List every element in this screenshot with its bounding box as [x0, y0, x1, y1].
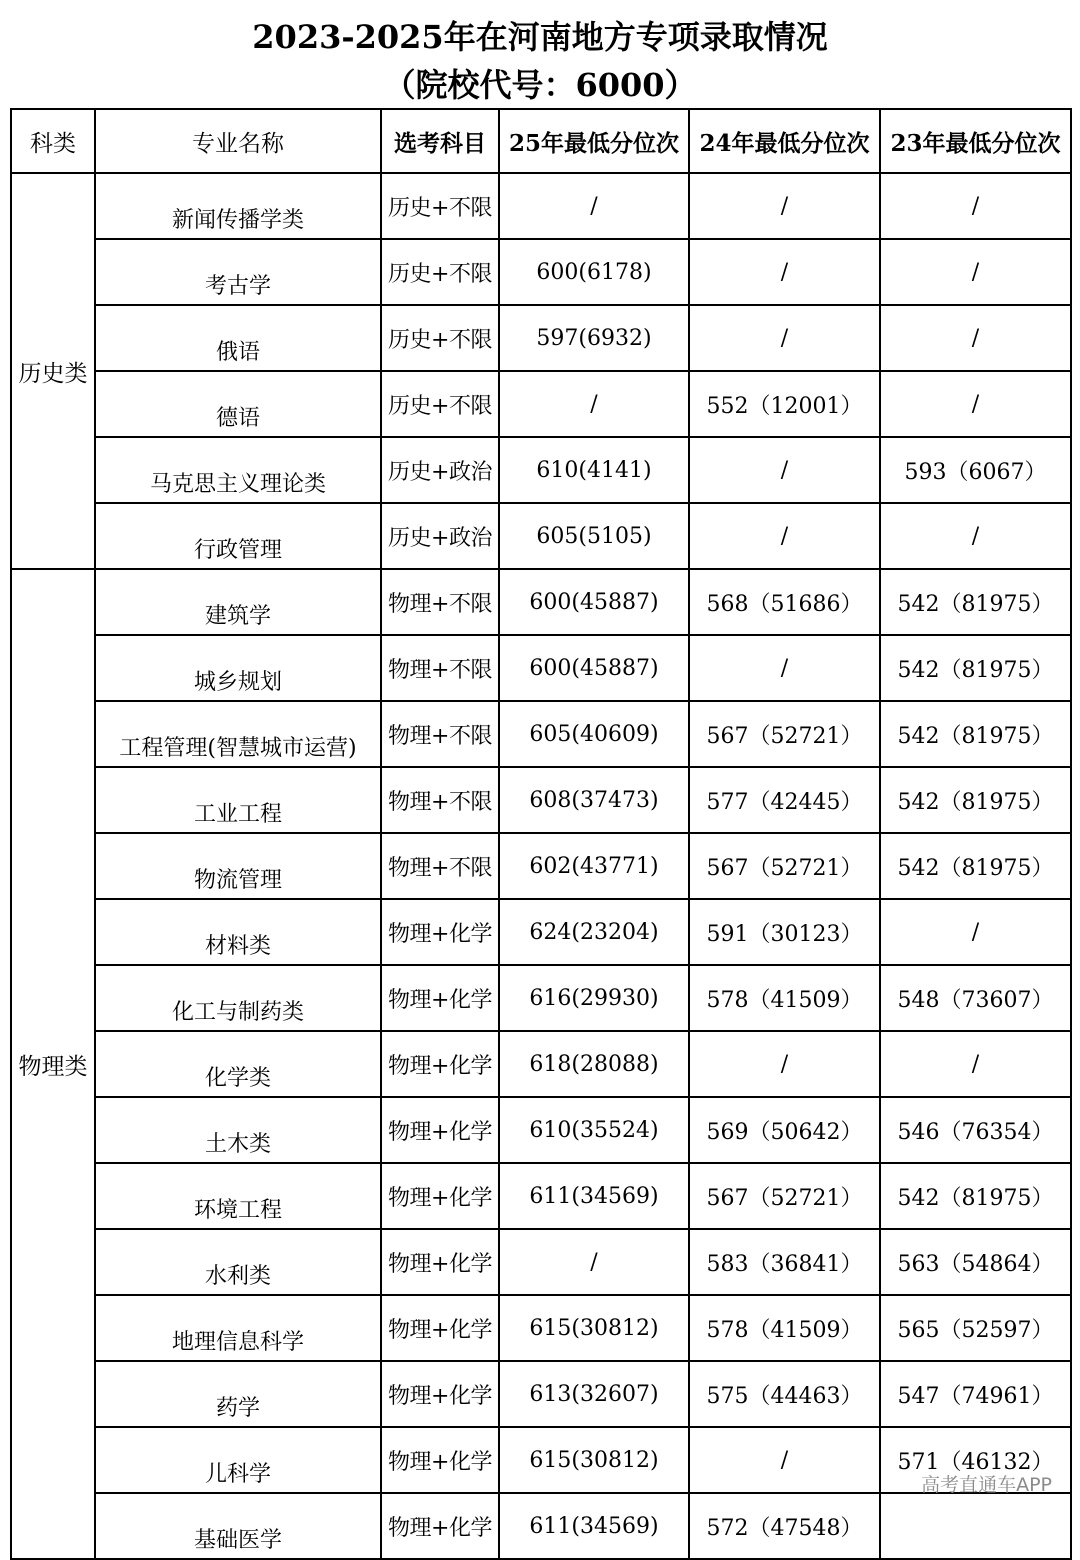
- major-cell: [95, 635, 381, 701]
- table-row: [11, 1163, 1071, 1229]
- header-major: 专业名称: [95, 109, 381, 173]
- major-name: 化工与制药类: [171, 1000, 304, 1025]
- subject-cell: 物理+化学: [381, 1427, 499, 1493]
- major-cell: [95, 437, 381, 503]
- category-cell: 物理类: [11, 569, 95, 1559]
- major-name: 儿科学: [204, 1462, 271, 1487]
- major-cell: [95, 833, 381, 899]
- major-cell: [95, 503, 381, 569]
- major-cell: [95, 569, 381, 635]
- score-2024-cell: 552（12001）: [689, 371, 880, 437]
- subject-cell: 物理+化学: [381, 1493, 499, 1559]
- table-row: [11, 305, 1071, 371]
- score-2024-cell: /: [689, 1031, 880, 1097]
- major-name: 材料类: [204, 934, 271, 959]
- page-title: [0, 0, 1080, 108]
- score-2024-cell: 578（41509）: [689, 1295, 880, 1361]
- score-2023-cell: 593（6067）: [880, 437, 1071, 503]
- score-2024-cell: 583（36841）: [689, 1229, 880, 1295]
- major-cell: [95, 1097, 381, 1163]
- score-2025-cell: 600(6178): [499, 239, 689, 305]
- subject-cell: 历史+不限: [381, 305, 499, 371]
- score-2023-cell: /: [880, 305, 1071, 371]
- score-2025-cell: 597(6932): [499, 305, 689, 371]
- score-2024-cell: /: [689, 173, 880, 239]
- score-2025-cell: 600(45887): [499, 635, 689, 701]
- header-row: [11, 109, 1071, 173]
- table-row: [11, 965, 1071, 1031]
- subject-cell: 物理+不限: [381, 701, 499, 767]
- header-subject: 选考科目: [381, 109, 499, 173]
- major-name: 环境工程: [193, 1198, 282, 1223]
- table-row: [11, 239, 1071, 305]
- subject-cell: 物理+化学: [381, 965, 499, 1031]
- major-name: 行政管理: [193, 538, 282, 563]
- admission-table: [10, 108, 1072, 1560]
- title-line-1: 2023-2025年在河南地方专项录取情况: [252, 18, 828, 56]
- score-2025-cell: /: [499, 371, 689, 437]
- table-row: [11, 437, 1071, 503]
- score-2025-cell: 600(45887): [499, 569, 689, 635]
- score-2025-cell: 605(40609): [499, 701, 689, 767]
- score-2023-cell: 542（81975）: [880, 635, 1071, 701]
- table-row: [11, 701, 1071, 767]
- major-name: 药学: [215, 1396, 260, 1421]
- table-row: [11, 899, 1071, 965]
- major-name: 新闻传播学类: [171, 208, 304, 233]
- score-2025-cell: 618(28088): [499, 1031, 689, 1097]
- subject-cell: 物理+不限: [381, 569, 499, 635]
- score-2024-cell: 567（52721）: [689, 833, 880, 899]
- score-2025-cell: 608(37473): [499, 767, 689, 833]
- title-line-2: （院校代号：6000）: [383, 66, 697, 104]
- major-cell: [95, 1295, 381, 1361]
- score-2024-cell: 568（51686）: [689, 569, 880, 635]
- table-row: [11, 1427, 1071, 1493]
- table-row: [11, 503, 1071, 569]
- score-2025-cell: 610(4141): [499, 437, 689, 503]
- major-cell: [95, 1163, 381, 1229]
- table-row: [11, 833, 1071, 899]
- subject-cell: 物理+化学: [381, 899, 499, 965]
- major-name: 基础医学: [193, 1528, 282, 1553]
- table-row: [11, 1031, 1071, 1097]
- score-2025-cell: 613(32607): [499, 1361, 689, 1427]
- score-2023-cell: 571（46132）: [880, 1427, 1071, 1493]
- table-row: [11, 1361, 1071, 1427]
- major-name: 化学类: [204, 1066, 271, 1091]
- table-row: [11, 1097, 1071, 1163]
- table-row: [11, 635, 1071, 701]
- table-row: [11, 371, 1071, 437]
- table-row: [11, 767, 1071, 833]
- score-2025-cell: 624(23204): [499, 899, 689, 965]
- score-2023-cell: /: [880, 239, 1071, 305]
- major-cell: [95, 965, 381, 1031]
- major-name: 工业工程: [193, 802, 282, 827]
- major-name: 马克思主义理论类: [149, 472, 326, 497]
- score-2023-cell: 546（76354）: [880, 1097, 1071, 1163]
- score-2024-cell: 567（52721）: [689, 701, 880, 767]
- major-cell: [95, 305, 381, 371]
- score-2025-cell: 602(43771): [499, 833, 689, 899]
- score-2024-cell: 575（44463）: [689, 1361, 880, 1427]
- score-2025-cell: 611(34569): [499, 1493, 689, 1559]
- header-category: 科类: [11, 109, 95, 173]
- major-cell: [95, 1361, 381, 1427]
- score-2025-cell: 616(29930): [499, 965, 689, 1031]
- header-2023: 23年最低分位次: [880, 109, 1071, 173]
- subject-cell: 历史+政治: [381, 437, 499, 503]
- score-2023-cell: /: [880, 371, 1071, 437]
- score-2024-cell: 567（52721）: [689, 1163, 880, 1229]
- subject-cell: 物理+化学: [381, 1031, 499, 1097]
- score-2024-cell: 569（50642）: [689, 1097, 880, 1163]
- score-2023-cell: 542（81975）: [880, 1163, 1071, 1229]
- subject-cell: 物理+不限: [381, 635, 499, 701]
- major-name: 工程管理(智慧城市运营): [119, 736, 357, 761]
- header-2024: 24年最低分位次: [689, 109, 880, 173]
- score-2024-cell: 578（41509）: [689, 965, 880, 1031]
- score-2025-cell: 615(30812): [499, 1427, 689, 1493]
- score-2025-cell: 611(34569): [499, 1163, 689, 1229]
- major-cell: [95, 1229, 381, 1295]
- subject-cell: 物理+不限: [381, 767, 499, 833]
- table-body: [11, 173, 1071, 1559]
- major-name: 俄语: [215, 340, 260, 365]
- score-2024-cell: /: [689, 437, 880, 503]
- header-2025: 25年最低分位次: [499, 109, 689, 173]
- major-cell: [95, 701, 381, 767]
- table-row: [11, 1295, 1071, 1361]
- score-2024-cell: 577（42445）: [689, 767, 880, 833]
- score-2023-cell: 548（73607）: [880, 965, 1071, 1031]
- score-2023-cell: /: [880, 899, 1071, 965]
- score-2025-cell: 615(30812): [499, 1295, 689, 1361]
- table-row: [11, 173, 1071, 239]
- major-name: 土木类: [204, 1132, 271, 1157]
- subject-cell: 物理+化学: [381, 1097, 499, 1163]
- major-name: 城乡规划: [193, 670, 282, 695]
- subject-cell: 历史+不限: [381, 371, 499, 437]
- major-cell: [95, 767, 381, 833]
- table-row: [11, 569, 1071, 635]
- score-2023-cell: /: [880, 173, 1071, 239]
- score-2023-cell: 563（54864）: [880, 1229, 1071, 1295]
- score-2024-cell: /: [689, 503, 880, 569]
- subject-cell: 物理+化学: [381, 1163, 499, 1229]
- score-2023-cell: 547（74961）: [880, 1361, 1071, 1427]
- score-2024-cell: /: [689, 239, 880, 305]
- major-cell: [95, 173, 381, 239]
- major-cell: [95, 1427, 381, 1493]
- subject-cell: 物理+化学: [381, 1361, 499, 1427]
- score-2024-cell: /: [689, 1427, 880, 1493]
- major-cell: [95, 899, 381, 965]
- category-cell: 历史类: [11, 173, 95, 569]
- major-name: 水利类: [204, 1264, 271, 1289]
- score-2023-cell: 542（81975）: [880, 701, 1071, 767]
- score-2023-cell: 542（81975）: [880, 767, 1071, 833]
- score-2023-cell: 565（52597）: [880, 1295, 1071, 1361]
- major-name: 考古学: [204, 274, 271, 299]
- major-cell: [95, 1031, 381, 1097]
- major-name: 物流管理: [193, 868, 282, 893]
- score-2025-cell: 610(35524): [499, 1097, 689, 1163]
- score-2025-cell: /: [499, 1229, 689, 1295]
- score-2023-cell: 542（81975）: [880, 833, 1071, 899]
- major-cell: [95, 371, 381, 437]
- watermark: 高考直通车APP: [921, 1474, 1052, 1496]
- score-2025-cell: /: [499, 173, 689, 239]
- major-name: 地理信息科学: [171, 1330, 304, 1355]
- major-cell: [95, 1493, 381, 1559]
- subject-cell: 历史+不限: [381, 173, 499, 239]
- score-2025-cell: 605(5105): [499, 503, 689, 569]
- major-name: 建筑学: [204, 604, 271, 629]
- subject-cell: 物理+化学: [381, 1295, 499, 1361]
- major-name: 德语: [215, 406, 260, 431]
- score-2024-cell: /: [689, 305, 880, 371]
- subject-cell: 物理+化学: [381, 1229, 499, 1295]
- score-2024-cell: 572（47548）: [689, 1493, 880, 1559]
- score-2023-cell: [880, 1493, 1071, 1559]
- subject-cell: 历史+政治: [381, 503, 499, 569]
- subject-cell: 物理+不限: [381, 833, 499, 899]
- table-row: [11, 1493, 1071, 1559]
- score-2023-cell: /: [880, 503, 1071, 569]
- score-2023-cell: 542（81975）: [880, 569, 1071, 635]
- major-cell: [95, 239, 381, 305]
- subject-cell: 历史+不限: [381, 239, 499, 305]
- table-row: [11, 1229, 1071, 1295]
- score-2023-cell: /: [880, 1031, 1071, 1097]
- score-2024-cell: /: [689, 635, 880, 701]
- score-2024-cell: 591（30123）: [689, 899, 880, 965]
